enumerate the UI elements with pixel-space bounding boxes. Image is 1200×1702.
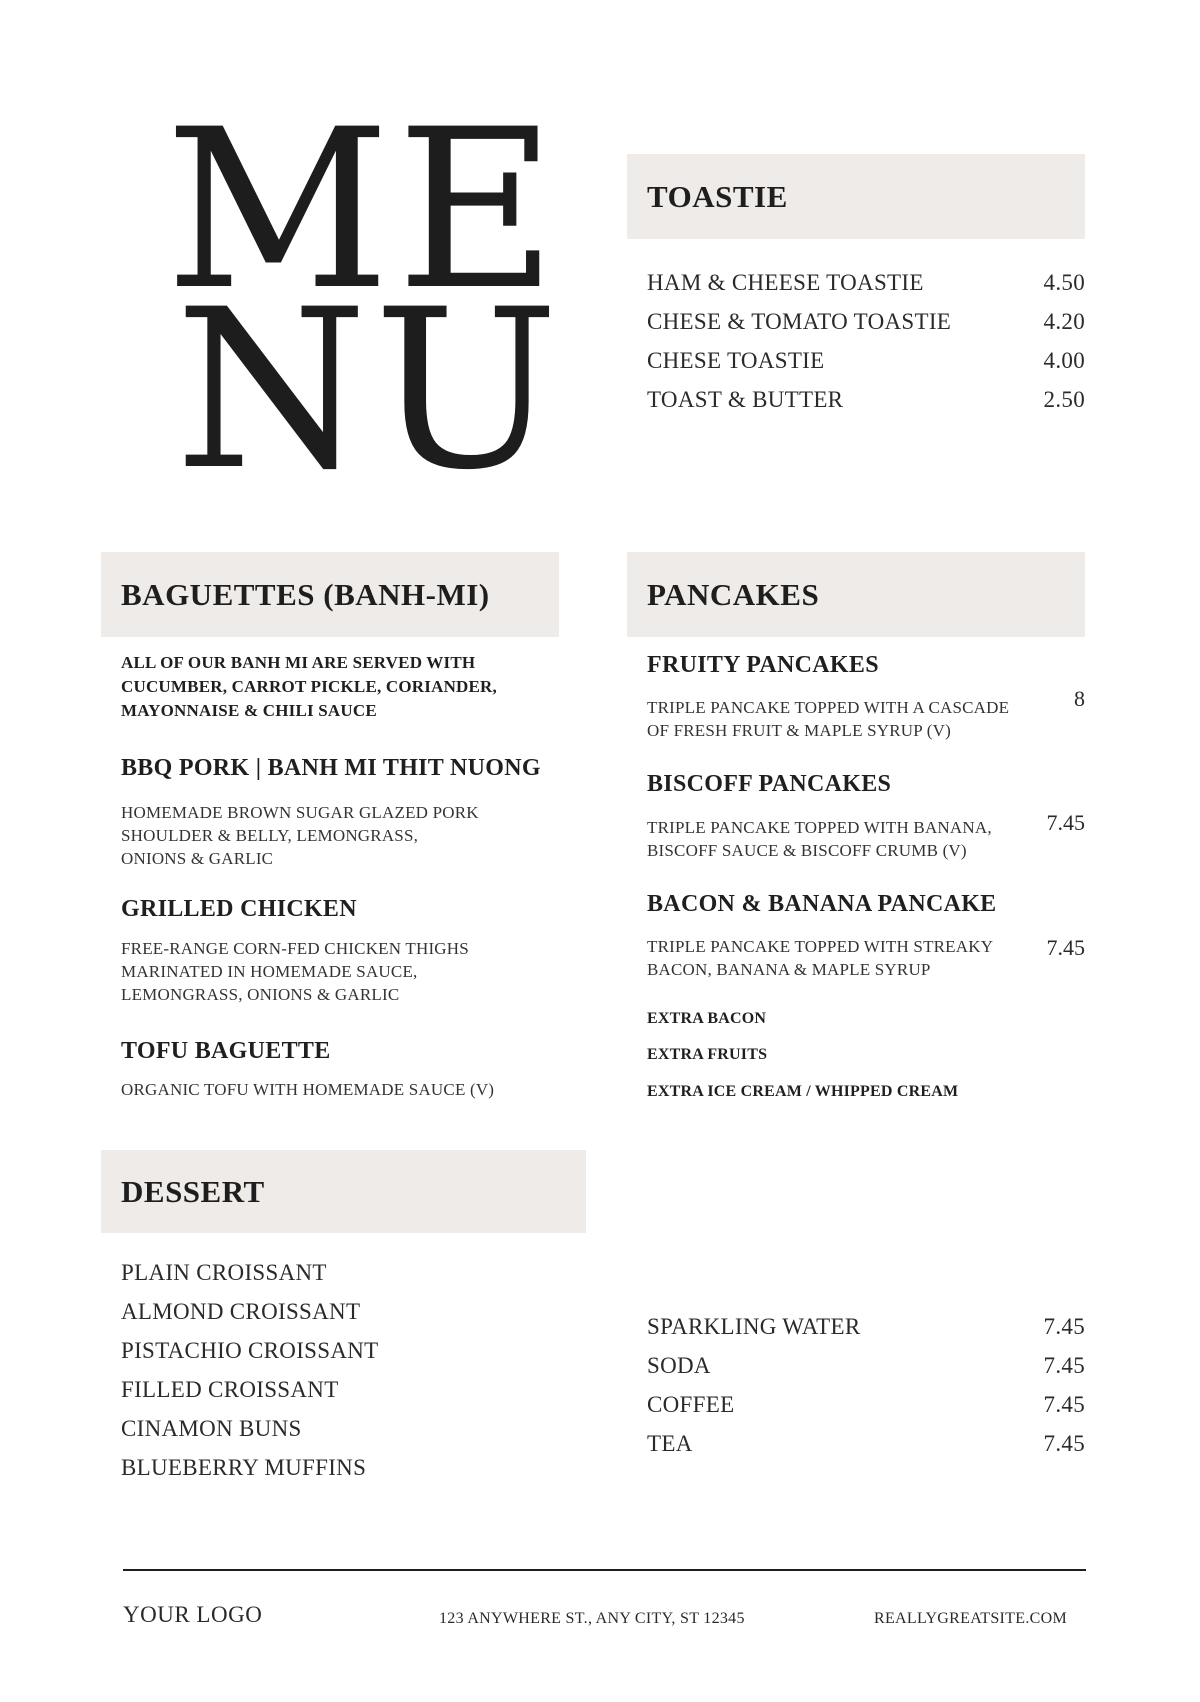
footer-address: 123 ANYWHERE ST., ANY CITY, ST 12345 <box>439 1610 745 1627</box>
toastie-item-price: 4.20 <box>1043 309 1085 334</box>
menu-title-line-1: ME <box>165 82 563 338</box>
baguette-item-name: BBQ PORK | BANH MI THIT NUONG <box>121 755 541 781</box>
dessert-item: CINAMON BUNS <box>121 1416 302 1441</box>
drink-item-price: 7.45 <box>1043 1392 1085 1417</box>
pancake-item-price: 7.45 <box>1046 935 1085 960</box>
drink-row <box>647 1353 1085 1379</box>
drink-row <box>647 1314 1085 1340</box>
toastie-item-name: TOAST & BUTTER <box>647 387 844 412</box>
drink-item-name: SPARKLING WATER <box>647 1314 861 1339</box>
dessert-item: PISTACHIO CROISSANT <box>121 1338 379 1363</box>
dessert-item: FILLED CROISSANT <box>121 1377 339 1402</box>
toastie-header <box>627 154 1085 239</box>
toastie-item-name: CHESE & TOMATO TOASTIE <box>647 309 952 334</box>
drink-item-price: 7.45 <box>1043 1353 1085 1378</box>
drink-item-name: TEA <box>647 1431 693 1456</box>
pancakes-header <box>627 552 1085 637</box>
dessert-title: DESSERT <box>121 1173 265 1209</box>
dessert-header <box>101 1150 586 1233</box>
pancake-extra: EXTRA BACON <box>647 1010 767 1027</box>
baguettes-note: ALL OF OUR BANH MI ARE SERVED WITH CUCUMBER, CARROT PICKLE, CORIANDER, MAYONNAISE & CHILI SAUCE <box>121 653 497 720</box>
toastie-item-name: CHESE TOASTIE <box>647 348 825 373</box>
toastie-item-price: 4.50 <box>1043 270 1085 295</box>
drink-row <box>647 1392 1085 1418</box>
toastie-item-price: 2.50 <box>1043 387 1085 412</box>
dessert-item: BLUEBERRY MUFFINS <box>121 1455 367 1480</box>
toastie-row <box>647 387 1085 413</box>
pancake-item-desc: TRIPLE PANCAKE TOPPED WITH A CASCADE OF FRESH FRUIT & MAPLE SYRUP (V) <box>647 698 1010 740</box>
baguettes-header <box>101 552 559 637</box>
footer-website-link[interactable]: REALLYGREATSITE.COM <box>874 1610 1067 1627</box>
pancake-item-desc: TRIPLE PANCAKE TOPPED WITH STREAKY BACON, BANANA & MAPLE SYRUP <box>647 937 993 979</box>
drink-item-price: 7.45 <box>1043 1314 1085 1339</box>
baguette-item-desc: ORGANIC TOFU WITH HOMEMADE SAUCE (V) <box>121 1080 495 1099</box>
footer-logo: YOUR LOGO <box>123 1602 263 1627</box>
dessert-item: ALMOND CROISSANT <box>121 1299 361 1324</box>
pancake-item-name: BACON & BANANA PANCAKE <box>647 891 997 917</box>
pancake-item-name: BISCOFF PANCAKES <box>647 771 892 797</box>
pancake-extra: EXTRA ICE CREAM / WHIPPED CREAM <box>647 1083 959 1100</box>
baguette-item-name: GRILLED CHICKEN <box>121 896 357 922</box>
toastie-item-price: 4.00 <box>1043 348 1085 373</box>
baguette-item-desc: HOMEMADE BROWN SUGAR GLAZED PORK SHOULDER & BELLY, LEMONGRASS, ONIONS & GARLIC <box>121 803 479 868</box>
pancake-extra: EXTRA FRUITS <box>647 1046 768 1063</box>
pancake-item-price: 7.45 <box>1046 810 1085 835</box>
baguette-item-name: TOFU BAGUETTE <box>121 1038 331 1064</box>
drink-item-price: 7.45 <box>1043 1431 1085 1456</box>
drink-row <box>647 1431 1085 1457</box>
baguettes-title: BAGUETTES (BANH-MI) <box>121 576 490 612</box>
footer-divider <box>123 1569 1086 1571</box>
pancakes-title: PANCAKES <box>647 576 820 612</box>
pancake-item-name: FRUITY PANCAKES <box>647 652 879 678</box>
menu-title-line-2: NU <box>175 262 565 518</box>
drink-item-name: SODA <box>647 1353 711 1378</box>
pancake-item-price: 8 <box>1074 686 1085 711</box>
baguette-item-desc: FREE-RANGE CORN-FED CHICKEN THIGHS MARINATED IN HOMEMADE SAUCE, LEMONGRASS, ONIONS & GARLIC <box>121 939 469 1004</box>
toastie-row <box>647 270 1085 296</box>
dessert-item: PLAIN CROISSANT <box>121 1260 327 1285</box>
toastie-item-name: HAM & CHEESE TOASTIE <box>647 270 924 295</box>
drink-item-name: COFFEE <box>647 1392 735 1417</box>
toastie-title: TOASTIE <box>647 178 788 214</box>
pancake-item-desc: TRIPLE PANCAKE TOPPED WITH BANANA, BISCOFF SAUCE & BISCOFF CRUMB (V) <box>647 818 992 860</box>
toastie-row <box>647 348 1085 374</box>
toastie-row <box>647 309 1085 335</box>
